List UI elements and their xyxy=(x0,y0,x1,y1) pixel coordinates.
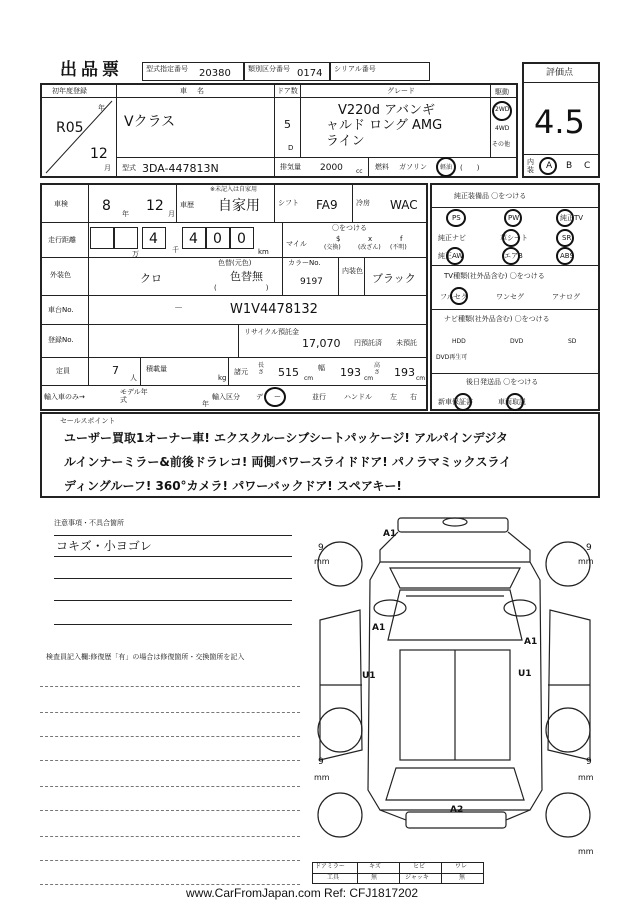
import-circle xyxy=(264,387,286,407)
drive-4wd: 4WD xyxy=(495,125,510,132)
specs-box xyxy=(40,183,428,411)
handle-label: ハンドル xyxy=(344,393,372,401)
category-box xyxy=(244,62,330,81)
equip-tv: 純正TV xyxy=(560,214,584,222)
height-value: 193 xyxy=(394,366,415,379)
model-code: 3DA-447813N xyxy=(142,162,219,175)
interior-grade-c: C xyxy=(584,161,591,171)
color-code: 9197 xyxy=(300,277,323,287)
fuel-diesel-circle xyxy=(436,157,456,177)
doors-suffix: D xyxy=(288,144,294,152)
drive-2wd: 2WD xyxy=(495,106,510,113)
first-reg-diagonal xyxy=(42,97,116,176)
serial-box xyxy=(330,62,430,81)
legend-jack-value: 無 xyxy=(459,874,466,881)
score-value: 4.5 xyxy=(534,103,585,141)
x-label: x xyxy=(368,235,373,243)
month-label: 月 xyxy=(104,164,111,172)
kg-unit: kg xyxy=(218,374,227,382)
car-diagram xyxy=(310,510,600,855)
legend-tools-value: 無 xyxy=(371,874,378,881)
document-title: 出品票 xyxy=(60,60,123,80)
interior-label: 内装 xyxy=(527,158,534,174)
navi-sd: SD xyxy=(568,338,577,345)
footer-watermark[interactable]: www.CarFromJapan.com Ref: CFJ1817202 xyxy=(186,886,419,900)
height-label: 高さ xyxy=(374,362,381,376)
recycle-paid: 円預託済 xyxy=(354,339,382,347)
ac-label: 冷房 xyxy=(356,199,370,207)
history-note: ※未記入は自家用 xyxy=(210,186,258,193)
equip-airbag-circle xyxy=(502,247,520,265)
equip-ps: PS xyxy=(452,214,461,222)
x-sub: (改ざん) xyxy=(358,244,381,251)
legend-table xyxy=(312,862,484,884)
inspection-year-unit: 年 xyxy=(122,210,129,218)
vin-label: 車台No. xyxy=(48,306,74,314)
interior-a-circle xyxy=(539,157,557,175)
interior-grade-a: A xyxy=(546,161,553,171)
color-change-label: 色替(元色) xyxy=(218,259,252,267)
color-paren: ( ) xyxy=(214,284,269,292)
tire-depth-rl-unit: mm xyxy=(314,773,330,782)
inspection-month: 12 xyxy=(146,198,164,214)
model-cert-box xyxy=(142,62,244,81)
equipment-box xyxy=(430,183,600,411)
import-type-label: 輸入区分 xyxy=(212,393,240,401)
damage-u1-right: U1 xyxy=(518,669,532,679)
navi-type-title: ナビ種類(社外品含む) 〇をつける xyxy=(444,315,550,323)
tire-depth-fr: 9 xyxy=(586,543,592,553)
sales-line-3: ディングルーフ! 360°カメラ! パワーバックドア! スペアキー! xyxy=(64,479,402,493)
cc-unit: cc xyxy=(356,168,363,175)
load-label: 積載量 xyxy=(146,365,167,373)
tv-full-seg-circle xyxy=(450,287,468,305)
notes-label: 注意事項・不具合箇所 xyxy=(54,519,124,527)
damage-a2: A2 xyxy=(450,805,464,815)
tire-depth-fl-unit: mm xyxy=(314,557,330,566)
ac-value: WAC xyxy=(390,198,418,212)
km-unit: km xyxy=(258,248,269,256)
equip-aw-circle xyxy=(446,247,464,265)
history-label: 車歴 xyxy=(180,201,194,209)
first-reg-month: 12 xyxy=(90,146,108,162)
vin-dash: － xyxy=(174,304,184,314)
doors-label: ドア数 xyxy=(277,87,298,95)
equip-leather: 革シート xyxy=(500,234,528,242)
score-label: 評価点 xyxy=(546,68,574,78)
equip-abs: ABS xyxy=(560,252,574,260)
grade-label: グレード xyxy=(387,87,415,95)
import-de: デ xyxy=(256,393,263,401)
displacement-label: 排気量 xyxy=(280,163,301,171)
length-unit: cm xyxy=(304,375,314,382)
shift-value: FA9 xyxy=(316,198,338,212)
mileage-digit-6: 0 xyxy=(230,227,254,249)
legend-scratch: キズ xyxy=(369,863,381,870)
width-label: 幅 xyxy=(318,364,325,372)
tv-type-title: TV種類(社外品含む) 〇をつける xyxy=(444,272,545,280)
year-label: 年 xyxy=(98,104,105,112)
recycle-label: リサイクル預託金 xyxy=(244,328,300,336)
mileage-man-unit: 万 xyxy=(132,250,139,258)
equip-sr-circle xyxy=(556,229,574,247)
grade-line-1: V220d アバンギ xyxy=(338,103,436,118)
drive-label: 駆動 xyxy=(495,88,509,96)
handle-right: 右 xyxy=(410,393,417,401)
recycle-amount: 17,070 xyxy=(302,337,341,350)
genuine-equipment-title: 純正装備品 〇をつける xyxy=(454,192,527,200)
f-sub: (不明) xyxy=(390,244,407,251)
mileage-digit-3: 4 xyxy=(142,227,166,249)
color-code-label: カラーNo. xyxy=(288,259,321,267)
tire-depth-fr-unit: mm xyxy=(578,557,594,566)
spare-wheel-right xyxy=(546,793,590,837)
navi-hdd: HDD xyxy=(452,338,466,345)
mile-label: マイル xyxy=(286,240,307,248)
equip-pw: PW xyxy=(508,214,520,222)
displacement-value: 2000 xyxy=(320,163,343,173)
spare-tire-unit: mm xyxy=(578,847,594,856)
equip-aw: 純正AW xyxy=(438,252,464,260)
tire-depth-fl: 9 xyxy=(318,543,324,553)
first-reg-year: R05 xyxy=(56,120,84,136)
tire-depth-rr: 9 xyxy=(586,757,592,767)
mileage-circle-note: 〇をつける xyxy=(332,224,367,232)
equip-leather-circle xyxy=(502,229,520,247)
capacity-label: 定員 xyxy=(56,367,70,375)
exterior-color: クロ xyxy=(140,272,162,285)
reg-no-label: 登録No. xyxy=(48,336,74,344)
tire-depth-rl: 9 xyxy=(318,757,324,767)
capacity-value: 7 xyxy=(112,364,119,377)
sales-line-1: ユーザー買取1オーナー車! エクスクルーシブシートパッケージ! アルパインデジタ xyxy=(64,431,508,445)
grade-line-2: ャルド ロング AMG xyxy=(326,118,443,133)
inspection-year: 8 xyxy=(102,198,111,214)
notes-text: コキズ・小ヨゴレ xyxy=(56,539,152,553)
exterior-color-label: 外装色 xyxy=(50,271,71,279)
category-no: 0174 xyxy=(297,68,323,79)
mileage-label: 走行距離 xyxy=(48,236,76,244)
import-label: 輸入車のみ→ xyxy=(44,393,85,401)
spare-wheel-left xyxy=(318,793,362,837)
fuel-diesel: 軽油 xyxy=(440,164,453,171)
model-year-label: モデル年式 xyxy=(120,388,148,404)
length-value: 515 xyxy=(278,366,299,379)
tv-one-seg: ワンセグ xyxy=(496,293,524,301)
inspection-label: 車検 xyxy=(54,200,68,208)
vehicle-info-box xyxy=(40,83,518,178)
tv-analog: アナログ xyxy=(552,293,580,301)
interior-grade-b: B xyxy=(566,161,573,171)
tire-depth-rr-unit: mm xyxy=(578,773,594,782)
later-manual: 新車保証書 xyxy=(438,398,473,406)
mileage-digit-2 xyxy=(114,227,138,249)
damage-a1-right: A1 xyxy=(524,637,538,647)
dims-label: 諸元 xyxy=(234,368,248,376)
equip-airbag: エアB xyxy=(504,252,523,260)
inspector-label: 検査員記入欄:修復歴「有」の場合は修復箇所・交換箇所を記入 xyxy=(46,653,245,661)
navi-dvd-play: DVD再生可 xyxy=(436,354,468,361)
car-name: Vクラス xyxy=(124,114,176,130)
model-cert-no: 20380 xyxy=(199,68,231,79)
damage-a1-top: A1 xyxy=(383,529,397,539)
first-reg-label: 初年度登録 xyxy=(52,87,87,95)
fuel-label: 燃料 xyxy=(375,163,389,171)
sales-point-label: セールスポイント xyxy=(60,417,116,425)
mileage-digit-5: 0 xyxy=(206,227,230,249)
equip-tv-circle xyxy=(556,209,574,227)
tv-full-seg: フルセグ xyxy=(440,293,468,301)
damage-u1-left: U1 xyxy=(362,671,376,681)
category-label: 類別区分番号 xyxy=(248,65,290,73)
width-value: 193 xyxy=(340,366,361,379)
model-cert-label: 型式指定番号 xyxy=(146,65,188,73)
legend-tools: 工具 xyxy=(327,874,340,881)
vin-value: W1V4478132 xyxy=(230,302,318,317)
car-name-label: 車名 xyxy=(180,87,214,95)
damage-a1-left: A1 xyxy=(372,623,386,633)
later-items-title: 後日発送品 〇をつける xyxy=(466,378,539,386)
handle-left: 左 xyxy=(390,393,397,401)
legend-jack: ジャッキ xyxy=(405,874,429,881)
equip-navi: 純正ナビ xyxy=(438,234,466,242)
fuel-gasoline: ガソリン xyxy=(399,163,427,171)
mileage-digit-4: 4 xyxy=(182,227,206,249)
grade-line-3: ライン xyxy=(326,134,365,149)
mileage-sen-unit: 千 xyxy=(172,246,179,254)
equip-sr: SR xyxy=(562,234,572,242)
dollar-label: $ xyxy=(336,235,341,243)
fuel-paren: ( ) xyxy=(460,164,480,172)
navi-dvd: DVD xyxy=(510,338,524,345)
mileage-digit-row xyxy=(90,225,286,258)
parallel-label: 並行 xyxy=(312,393,326,401)
shift-label: シフト xyxy=(278,199,299,207)
drive-other: その他 xyxy=(492,141,511,148)
legend-break: ワレ xyxy=(455,863,468,870)
doors-value: 5 xyxy=(284,118,291,131)
sales-line-2: ルインナーミラー&前後ドラレコ! 両側パワースライドドア! パノラマミックスライ xyxy=(64,455,512,469)
person-unit: 人 xyxy=(130,374,137,382)
import-dash: ー xyxy=(274,393,281,401)
dollar-sub: (交換) xyxy=(324,244,341,251)
interior-color: ブラック xyxy=(372,272,416,285)
history-value: 自家用 xyxy=(218,198,260,214)
f-label: f xyxy=(400,235,403,243)
wheel-rear-left xyxy=(318,708,362,752)
legend-door-mirror: ドアミラー xyxy=(315,863,345,870)
recycle-pending: 未預託 xyxy=(396,339,417,347)
equip-abs-circle xyxy=(556,247,574,265)
model-label: 型式 xyxy=(122,164,136,172)
later-record: 車両取説 xyxy=(498,398,526,406)
equip-ps-circle xyxy=(446,209,466,227)
height-unit: cm xyxy=(416,375,426,382)
later-record-circle xyxy=(506,393,524,411)
model-year-unit: 年 xyxy=(202,400,209,408)
interior-color-label: 内装色 xyxy=(342,267,363,275)
drive-2wd-circle xyxy=(492,101,512,121)
width-unit: cm xyxy=(364,375,374,382)
color-change: 色替無 xyxy=(230,270,263,283)
equip-pw-circle xyxy=(504,209,522,227)
mileage-digit-1 xyxy=(90,227,114,249)
sales-point-box xyxy=(40,412,600,498)
inspection-month-unit: 月 xyxy=(168,210,175,218)
later-manual-circle xyxy=(454,393,472,411)
length-label: 長さ xyxy=(258,362,265,376)
score-box xyxy=(522,62,600,178)
legend-crack: ヒビ xyxy=(413,863,426,870)
wheel-rear-right xyxy=(546,708,590,752)
serial-label: シリアル番号 xyxy=(334,65,376,73)
